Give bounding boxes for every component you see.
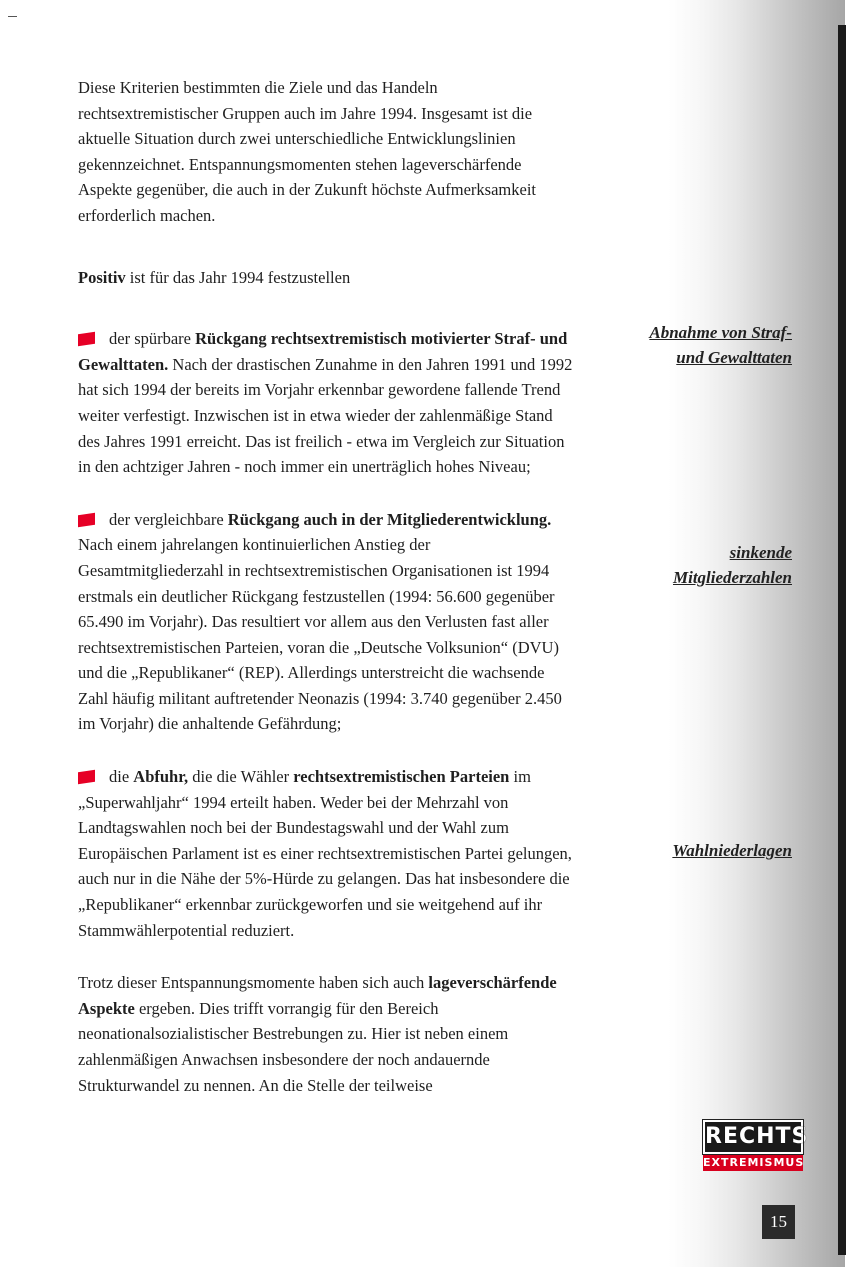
bullet2-bold: Rückgang auch in der Mitgliederentwicklung. xyxy=(227,509,552,529)
positiv-bold: Positiv xyxy=(78,267,126,287)
logo-top-text: RECHTS xyxy=(703,1120,803,1154)
bullet3-rest: im „Superwahljahr“ 1994 erteilt haben. Weder bei der Mehrzahl von Landtagswahlen noch bei der Bundestagswahl und der Wahl zum Europäischen Parlament ist es einer rechtsextremistischen Partei gelungen, auch nur in die Nähe der 5%-Hürde zu gelangen. Das hat insbesondere die „Republikaner“ erkennbar zurückgeworfen und sie weitgehend auf ihr Stammwählerpotential reduziert. xyxy=(78,767,572,940)
bullet1-pre: der spürbare xyxy=(109,329,196,349)
final-pre: Trotz dieser Entspannungsmomente haben sich auch xyxy=(78,973,429,993)
bullet-paragraph-3 xyxy=(78,764,578,943)
intro-paragraph: Diese Kriterien bestimmten die Ziele und das Handeln rechtsextremistischer Gruppen auch im Jahre 1994. Insgesamt ist die aktuelle Situation durch zwei unterschiedliche Entwicklungslinien gekennzeichnet. Entspannungsmomenten stehen lageverschärfende Aspekte gegenüber, die auch in der Zukunft höchste Aufmerksamkeit erforderlich machen. xyxy=(78,78,536,225)
margin-note-1-line-1: Abnahme von Straf- xyxy=(649,323,792,342)
bullet1-bold: Rückgang rechtsextremistisch motivierter Straf- und Gewalttaten. xyxy=(78,329,568,374)
page-number: 15 xyxy=(762,1205,795,1239)
final-rest: ergeben. Dies trifft vorrangig für den Bereich neonationalsozialistischer Bestrebungen zu. Hier ist neben einem zahlenmäßigen Anwachsen insbesondere der noch andauernde Strukturwandel zu nennen. An die Stelle der teilweise xyxy=(78,998,509,1095)
bullet1-rest: Nach der drastischen Zunahme in den Jahren 1991 und 1992 hat sich 1994 der bereits im Vorjahr erkennbar gewordene fallende Trend weiter verfestigt. Inzwischen ist in etwa wieder der zahlenmäßige Stand des Jahres 1991 erreicht. Das ist freilich - etwa im Vergleich zur Situation in den achtziger Jahren - noch immer ein unerträglich hohes Niveau; xyxy=(78,354,573,477)
bullet2-rest: Nach einem jahrelangen kontinuierlichen Anstieg der Gesamtmitgliederzahl in rechtsextremistischen Organisationen ist 1994 erstmals ein deutlicher Rückgang festzustellen (1994: 56.600 gegenüber 65.490 im Vorjahr). Das resultiert vor allem aus den Verlusten fast aller rechtsextremistischen Parteien, voran die „Deutsche Volksunion“ (DVU) und die „Republikaner“ (REP). Allerdings unterstreicht die wachsende Zahl häufig militant auftretender Neonazis (1994: 3.740 gegenüber 2.450 im Vorjahr) die anhaltende Gefährdung; xyxy=(78,535,562,734)
bullet-marker-icon xyxy=(78,770,95,784)
margin-note-2-line-2: Mitgliederzahlen xyxy=(672,568,792,587)
final-paragraph xyxy=(78,970,578,1098)
page-edge-bar xyxy=(838,25,846,1255)
bullet-paragraph-1 xyxy=(78,326,578,480)
bullet-paragraph-2 xyxy=(78,507,578,737)
margin-note-2-line-1: sinkende xyxy=(729,543,792,562)
logo-bottom-text: EXTREMISMUS xyxy=(703,1156,805,1169)
margin-note-mitglieder xyxy=(673,540,792,590)
margin-note-1-line-2: und Gewalttaten xyxy=(676,348,792,367)
bullet3-mid: die die Wähler xyxy=(188,767,294,787)
bullet3-pre: die xyxy=(109,767,134,787)
bullet-marker-icon xyxy=(78,332,95,346)
main-text-column xyxy=(78,75,578,1098)
bullet2-pre: der vergleichbare xyxy=(109,509,228,529)
margin-gradient-band xyxy=(560,0,845,1267)
margin-note-3: Wahlniederlagen xyxy=(672,841,792,860)
margin-note-wahlen xyxy=(672,838,792,863)
positiv-paragraph xyxy=(78,265,578,291)
bullet3-bold2: rechtsextremistischen Parteien xyxy=(293,767,510,787)
margin-note-straftaten xyxy=(649,320,792,370)
bullet-marker-icon xyxy=(78,513,95,527)
rechtsextremismus-logo xyxy=(703,1120,809,1171)
positiv-rest: ist für das Jahr 1994 festzustellen xyxy=(125,267,351,287)
corner-tick-mark xyxy=(8,16,17,17)
final-bold: lageverschärfende Aspekte xyxy=(78,973,557,1018)
bullet3-bold1: Abfuhr, xyxy=(133,767,189,787)
